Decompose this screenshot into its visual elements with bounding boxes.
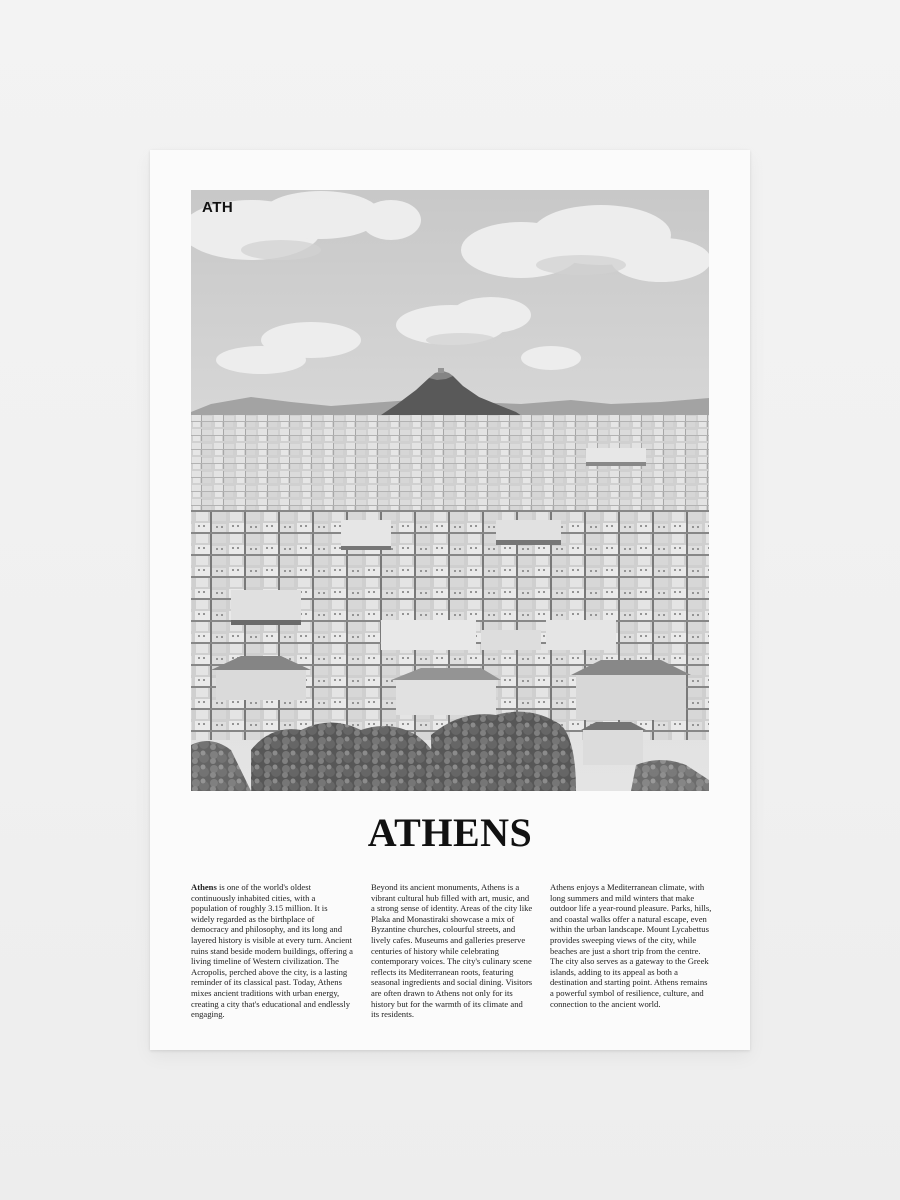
- text-column-1: [191, 882, 353, 1020]
- athens-cityscape-image: [191, 190, 709, 791]
- text-column-3: [550, 882, 712, 1009]
- lead-word: Athens: [191, 882, 217, 892]
- city-photo: [191, 190, 709, 791]
- poster: [150, 150, 750, 1050]
- column-3-text: Athens enjoys a Mediterranean climate, with long summers and mild winters that make outdoor life a year-round pleasure. Parks, hills, and coastal walks offer a natural escape, even within the urban landscape. Mount Lycabettus provides sweeping views of the city, while beaches are just a short trip from the centre. The city also serves as a gateway to the Greek islands, adding to its appeal as both a destination and starting point. Athens remains a powerful symbol of resilience, culture, and connection to the ancient world.: [550, 882, 712, 1009]
- column-1-text: is one of the world's oldest continuously inhabited cities, with a population of roughly 3.15 million. It is widely regarded as the birthplace of democracy and philosophy, and its long and layered history is visible at every turn. Ancient ruins stand beside modern buildings, offering a living timeline of Western civilization. The Acropolis, perched above the city, is a lasting reminder of its classical past. Today, Athens mixes ancient traditions with urban energy, creating a city that's educational and endlessly engaging.: [191, 882, 353, 1020]
- poster-title: ATHENS: [367, 810, 533, 855]
- city-code: ATH: [202, 199, 234, 216]
- text-column-2: [371, 882, 533, 1020]
- column-2-text: Beyond its ancient monuments, Athens is a vibrant cultural hub filled with art, music, and a strong sense of identity. Areas of the city like Plaka and Monastiraki showcase a mix of Byzantine churches, colourful streets, and lively cafes. Museums and galleries preserve centuries of history while celebrating contemporary voices. The city's culinary scene reflects its Mediterranean roots, featuring seasonal ingredients and social dining. Visitors are often drawn to Athens not only for its history but for the warmth of its climate and its residents.: [371, 882, 533, 1020]
